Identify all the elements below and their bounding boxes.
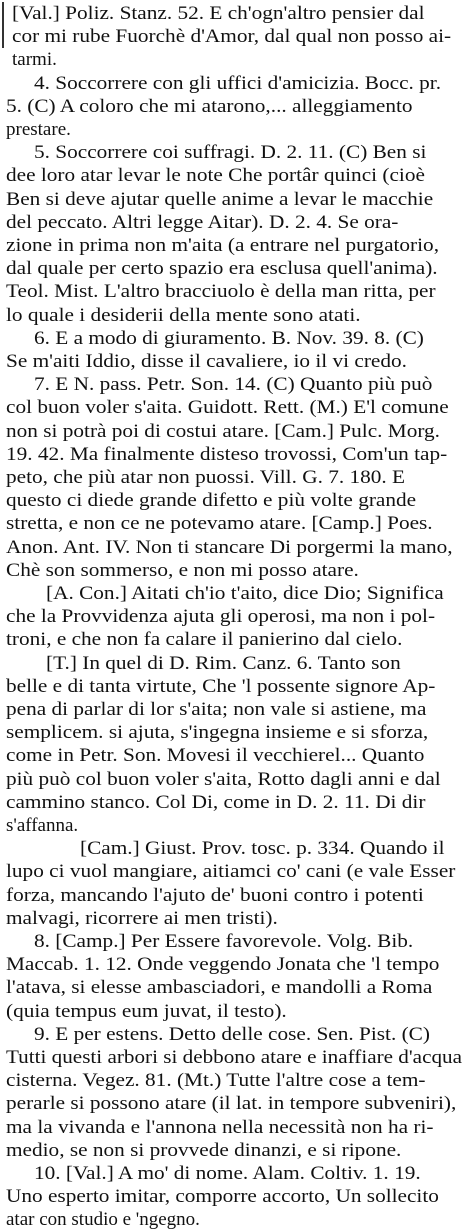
line-text: [A. Con.] Aitati ch'io t'aito, dice Dio; Significa [46,583,444,604]
text-line [0,95,469,119]
text-line [0,25,469,49]
line-text: zione in prima non m'aita (a entrare nel purgatorio, [6,235,440,256]
text-line [0,443,469,467]
text-line [0,396,469,420]
text-line [0,72,469,96]
line-text: 10. [Val.] A mo' di nome. Alam. Coltiv. 1. 19. [34,1163,421,1184]
line-text: 5. (C) A coloro che mi atarono,... alleggiamento [6,95,413,117]
text-line [0,1092,469,1116]
text-line [0,860,469,884]
line-text: Se m'aiti Iddio, disse il cavaliere, io il vi credo. [6,351,407,372]
line-text: lupo ci vuol mangiare, aitiamci co' cani (e vale Esser [6,861,456,883]
line-text: prestare. [6,119,71,140]
line-text: lo quale i desiderii della mente sono atati. [6,304,361,326]
line-text: Uno esperto imitar, comporre accorto, Un sollecito [6,1186,439,1208]
line-text: atar con studio e 'ngegno. [6,1209,200,1231]
line-text: perarle si possono atare (il lat. in tempore subveniri), [6,1093,457,1115]
text-line [0,234,469,258]
text-line [0,211,469,235]
text-line [0,582,469,606]
line-text: del peccato. Altri legge Aitar). D. 2. 4. Se ora- [6,211,399,233]
text-line [0,814,469,838]
line-text: più può col buon voler s'aita, Rotto dagli anni e dal [6,768,441,790]
line-text: 7. E N. pass. Petr. Son. 14. (C) Quanto più può [34,374,433,396]
text-line [0,1046,469,1070]
line-text: 19. 42. Ma finalmente disteso trovossi, Com'un tap- [6,443,448,465]
text-line [0,744,469,768]
text-line [0,652,469,676]
text-line [0,953,469,977]
text-line [0,1185,469,1209]
text-line [0,884,469,908]
line-text: stretta, e non ce ne potevamo atare. [Camp.] Poes. [6,513,433,535]
line-text: belle e di tanta virtute, Che 'l possente signore Ap- [6,675,436,697]
line-text: tarmi. [12,49,57,71]
text-line [0,257,469,281]
text-line [0,141,469,165]
text-line [0,1023,469,1047]
line-text: malvagi, ricorrere ai men tristi). [6,907,278,929]
line-text: medio, se non si provvede dinanzi, e si ripone. [6,1139,402,1161]
line-text: dee loro atar levar le note Che portâr quinci (cioè [6,165,425,187]
line-text: peto, che più atar non puossi. Vill. G. 7. 180. E [6,467,406,488]
text-line [0,930,469,954]
line-text: 8. [Camp.] Per Essere favorevole. Volg. Bib. [34,931,414,952]
line-text: Chè son sommerso, e non mi posso atare. [6,559,359,581]
line-text: Teol. Mist. L'altro bracciuolo è della man ritta, per [6,281,436,303]
line-text: semplicem. si ajuta, s'ingegna insieme e si sforza, [6,722,429,744]
line-text: come in Petr. Son. Movesi il vecchierel... Quanto [6,745,425,767]
line-text: ma la vivanda e l'annona nella necessità non ha ri- [6,1116,434,1138]
line-text: cammino stanco. Col Di, come in D. 2. 11. Di dir [6,791,426,813]
text-line [0,559,469,583]
line-text: cisterna. Vegez. 81. (Mt.) Tutte l'altre cose a tem- [6,1070,426,1092]
text-line [0,48,469,72]
line-text: 5. Soccorrere coi suffragi. D. 2. 11. (C) Ben si [34,142,427,164]
text-line [0,350,469,374]
text-line [0,698,469,722]
line-text: cor mi rube Fuorchè d'Amor, dal qual non posso ai- [12,26,452,48]
line-text: non si potrà poi di costui atare. [Cam.] Pulc. Morg. [6,420,441,442]
line-text: che la Provvidenza ajuta gli operosi, ma non i pol- [6,606,436,628]
text-line [0,628,469,652]
text-line [0,536,469,560]
text-line [0,489,469,513]
text-line [0,1116,469,1140]
text-line [0,791,469,815]
line-text: 9. E per estens. Detto delle cose. Sen. Pist. (C) [34,1023,430,1045]
line-text: l'atava, si elesse ambasciadori, e mandolli a Roma [6,977,433,999]
text-line [0,675,469,699]
text-line [0,1162,469,1186]
text-line [0,907,469,931]
line-text: pena di parlar di lor s'aita; non vale si astiene, ma [6,699,427,720]
text-line [0,1000,469,1024]
line-text: Tutti questi arbori si debbono atare e inaffiare d'acqua [6,1047,462,1068]
line-text: [T.] In quel di D. Rim. Canz. 6. Tanto son [46,652,401,674]
text-line [0,280,469,304]
line-text: troni, e che non fa calare il panierino dal cielo. [6,629,403,651]
text-line [0,837,469,861]
text-line [0,164,469,188]
text-line [0,2,469,26]
text-line [0,605,469,629]
line-text: [Val.] Poliz. Stanz. 52. E ch'ogn'altro pensier dal [12,3,425,24]
text-line [0,188,469,212]
line-text: (quia tempus eum juvat, il testo). [6,1000,287,1022]
text-line [0,118,469,142]
line-text: Anon. Ant. IV. Non ti stancare Di porgermi la mano, [6,536,453,558]
line-text: dal quale per certo spazio era esclusa quell'anima). [6,258,438,280]
line-text: Ben si deve ajutar quelle anime a levar le macchie [6,188,434,210]
line-text: 4. Soccorrere con gli uffici d'amicizia. Bocc. pr. [34,72,442,94]
text-line [0,1208,469,1232]
text-line [0,976,469,1000]
line-text: s'affanna. [6,815,79,836]
text-line [0,304,469,328]
line-text: [Cam.] Giust. Prov. tosc. p. 334. Quando il [80,838,445,860]
line-text: questo ci diede grande difetto e più volte grande [6,490,417,512]
text-line [0,466,469,490]
text-line [0,420,469,444]
text-line [0,1069,469,1093]
line-text: col buon voler s'aita. Guidott. Rett. (M.) E'l comune [6,397,449,419]
line-text: 6. E a modo di giuramento. B. Nov. 39. 8. (C) [34,327,424,349]
text-line [0,721,469,745]
text-line [0,512,469,536]
line-text: Maccab. 1. 12. Onde veggendo Jonata che 'l tempo [6,954,440,976]
line-text: forza, mancando l'ajuto de' buoni contro i potenti [6,884,424,906]
text-line [0,768,469,792]
text-line [0,327,469,351]
text-line [0,1139,469,1163]
text-line [0,373,469,397]
